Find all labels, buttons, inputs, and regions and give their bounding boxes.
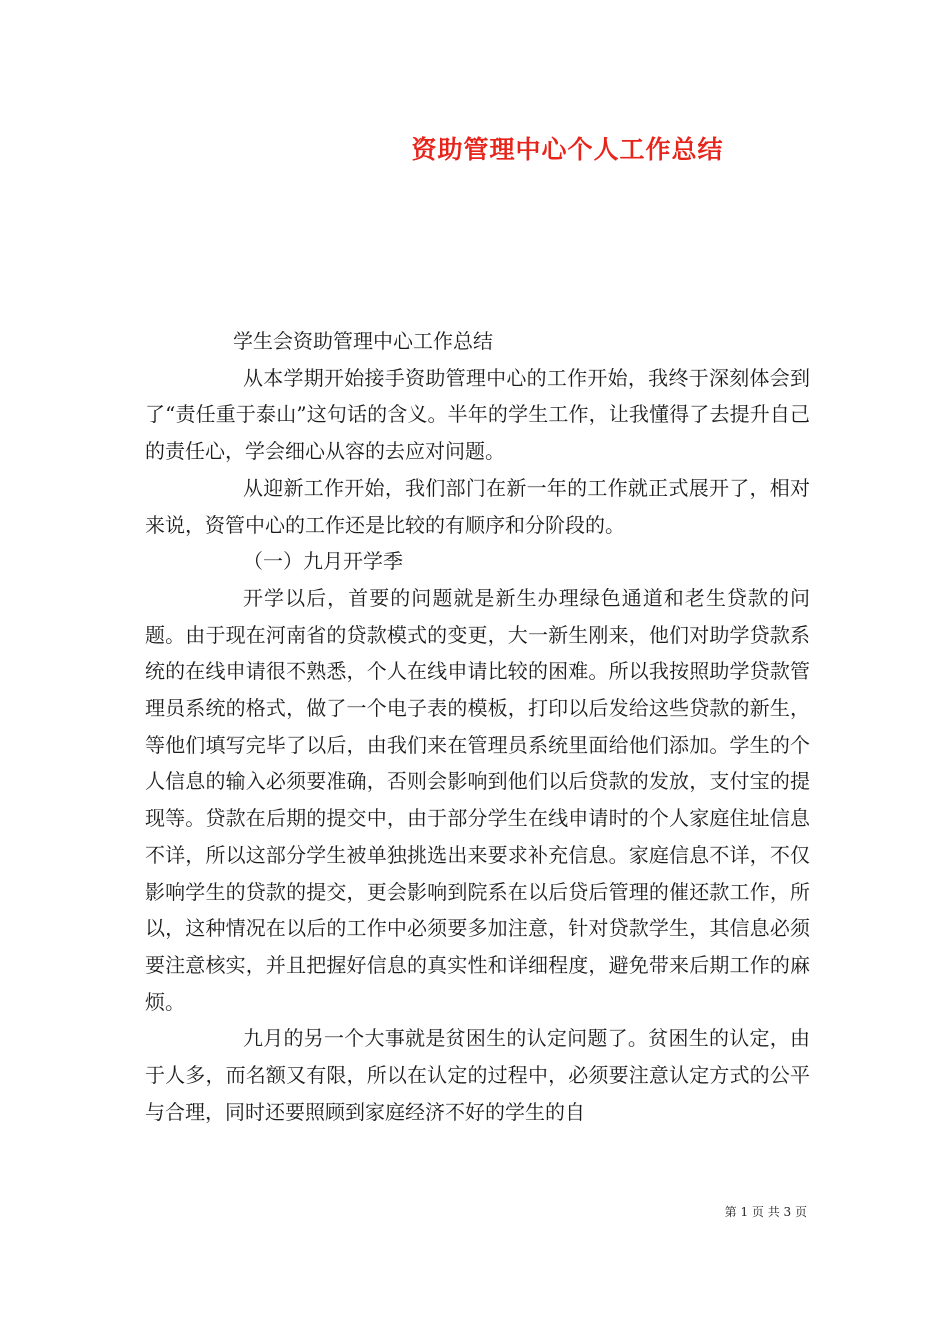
paragraph-loans: 开学以后，首要的问题就是新生办理绿色通道和老生贷款的问题。由于现在河南省的贷款模式的变更，大一新生刚来，他们对助学贷款系统的在线申请很不熟悉，个人在线申请比较的困难。所以我按照助学贷款管理员系统的格式，做了一个电子表的模板，打印以后发给这些贷款的新生，等他们填写完毕了以后，由我们来在管理员系统里面给他们添加。学生的个人信息的输入必须要准确，否则会影响到他们以后贷款的发放，支付宝的提现等。贷款在后期的提交中，由于部分学生在线申请时的个人家庭住址信息不详，所以这部分学生被单独挑选出来要求补充信息。家庭信息不详，不仅影响学生的贷款的提交，更会影响到院系在以后贷后管理的催还款工作，所以，这种情况在以后的工作中必须要多加注意，针对贷款学生，其信息必须要注意核实，并且把握好信息的真实性和详细程度，避免带来后期工作的麻烦。 xyxy=(145,585,810,1014)
paragraph-intro: 从本学期开始接手资助管理中心的工作开始，我终于深刻体会到了“责任重于泰山”这句话的含义。半年的学生工作，让我懂得了去提升自己的责任心，学会细心从容的去应对问题。 xyxy=(145,365,810,464)
document-title: 资助管理中心个人工作总结 xyxy=(411,135,724,164)
section-heading-september: （一）九月开学季 xyxy=(243,549,403,574)
page-footer-indicator: 第 1 页 共 3 页 xyxy=(724,1205,807,1219)
document-subtitle: 学生会资助管理中心工作总结 xyxy=(233,329,493,353)
paragraph-orientation: 从迎新工作开始，我们部门在新一年的工作就正式展开了，相对来说，资管中心的工作还是比较的有顺序和分阶段的。 xyxy=(145,475,810,537)
document-body xyxy=(145,323,810,1130)
paragraph-poverty-assessment: 九月的另一个大事就是贫困生的认定问题了。贫困生的认定，由于人多，而名额又有限，所以在认定的过程中，必须要注意认定方式的公平与合理，同时还要照顾到家庭经济不好的学生的自 xyxy=(145,1026,810,1124)
